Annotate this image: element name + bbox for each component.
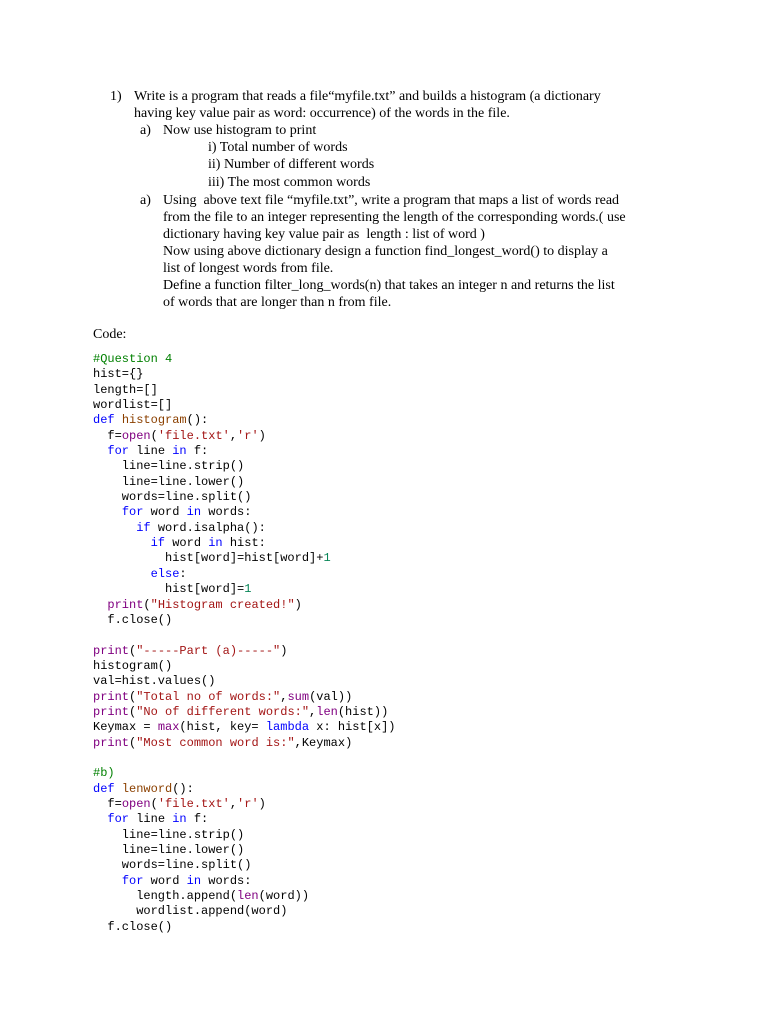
code-token-default: words=line.split()	[93, 858, 252, 873]
code-line	[93, 828, 395, 843]
code-token-builtin: print	[93, 704, 130, 719]
code-token-default: (hist, key=	[179, 720, 266, 735]
part-a-item: iii) The most common words	[208, 175, 371, 190]
code-token-default: (	[150, 796, 158, 811]
code-line	[93, 598, 395, 613]
code-token-default: f.close()	[93, 612, 173, 627]
code-token-default	[93, 505, 122, 519]
code-token-default: )	[280, 643, 288, 658]
code-token-builtin: print	[93, 735, 130, 750]
code-token-default: ():	[172, 781, 194, 796]
code-token-builtin: print	[93, 643, 130, 658]
code-token-default: )	[258, 796, 266, 811]
code-token-default: wordlist=[]	[93, 398, 173, 413]
code-token-default: f=	[93, 428, 122, 443]
part-b-line: Now using above dictionary design a function find_longest_word() to display a	[163, 244, 608, 259]
code-token-default: (	[129, 704, 137, 719]
code-token-comment: #b)	[93, 766, 115, 781]
code-token-default: hist[word]=hist[word]+	[93, 551, 324, 566]
code-label: Code:	[93, 327, 127, 342]
code-token-string: "-----Part (a)-----"	[136, 643, 281, 658]
code-token-default: (word))	[258, 889, 310, 904]
part-b-line: Define a function filter_long_words(n) that takes an integer n and returns the list	[163, 278, 615, 293]
code-token-builtin: print	[107, 597, 144, 612]
code-token-builtin: open	[121, 796, 151, 811]
code-line	[93, 858, 395, 873]
code-token-default: ():	[186, 413, 209, 428]
code-line	[93, 628, 395, 643]
code-line	[93, 874, 395, 889]
code-token-default: f:	[186, 812, 209, 827]
code-token-string: "No of different words:"	[136, 704, 310, 719]
code-token-default: ,	[229, 796, 238, 811]
code-token-keyword: in	[186, 873, 202, 888]
code-token-string: 'file.txt'	[157, 796, 230, 811]
code-token-default: word	[143, 505, 187, 520]
code-token-default: (	[143, 597, 151, 612]
code-token-default	[93, 536, 151, 550]
part-b-line: of words that are longer than n from file.	[163, 295, 392, 310]
code-token-default: length.append(	[93, 889, 238, 904]
code-token-default: words=line.split()	[93, 490, 252, 505]
code-token-default: line	[129, 444, 173, 459]
code-line	[93, 843, 395, 858]
code-token-keyword: lambda	[265, 720, 310, 735]
part-b-line: Using above text file “myfile.txt”, write a program that maps a list of words read	[163, 193, 620, 208]
code-token-default: f.close()	[93, 919, 173, 934]
code-token-default: ,Keymax)	[294, 735, 353, 750]
code-token-keyword: in	[208, 536, 223, 551]
part-a-text: Now use histogram to print	[163, 123, 317, 138]
code-line	[93, 705, 395, 720]
code-token-default	[93, 812, 107, 826]
code-line	[93, 613, 395, 628]
code-token-default: (val))	[309, 689, 353, 704]
code-line	[93, 736, 395, 751]
code-line	[93, 889, 395, 904]
code-token-default: line	[129, 812, 173, 827]
code-line	[93, 413, 395, 428]
code-line	[93, 536, 395, 551]
part-b-line: from the file to an integer representing the length of the corresponding words.( use	[163, 210, 626, 225]
code-token-default: ,	[309, 704, 317, 719]
part-a-label: a)	[140, 123, 151, 138]
code-token-default	[93, 444, 107, 458]
code-token-default: (	[150, 428, 158, 443]
code-line	[93, 812, 395, 827]
code-token-default: (hist))	[337, 704, 389, 719]
code-token-default	[93, 598, 107, 612]
part-a-item: i) Total number of words	[208, 140, 348, 155]
code-token-default: histogram()	[93, 658, 173, 673]
part-b-line: list of longest words from file.	[163, 261, 334, 276]
code-token-default	[93, 521, 136, 535]
part-b-line: dictionary having key value pair as length : list of word )	[163, 227, 485, 242]
code-token-default: f=	[93, 796, 122, 811]
code-token-keyword: for	[121, 873, 144, 888]
code-line	[93, 367, 395, 382]
code-token-default: hist[word]=	[93, 582, 245, 597]
code-token-default	[93, 567, 151, 581]
code-line	[93, 782, 395, 797]
code-token-keyword: for	[107, 444, 130, 459]
code-token-default: (	[129, 689, 137, 704]
code-token-builtin: sum	[287, 689, 310, 704]
code-line	[93, 505, 395, 520]
code-line	[93, 797, 395, 812]
code-token-default: line=line.lower()	[93, 843, 245, 857]
code-token-default: :	[179, 566, 187, 581]
question-intro-line: having key value pair as word: occurrence) of the words in the file.	[134, 106, 510, 121]
code-token-default: word	[165, 536, 209, 551]
code-token-number: 1	[323, 551, 331, 566]
code-token-builtin: max	[157, 720, 180, 735]
code-token-string: 'r'	[237, 428, 259, 443]
code-token-default: line=line.strip()	[93, 459, 245, 474]
code-token-default: line=line.strip()	[93, 827, 245, 842]
code-token-default: f:	[186, 444, 209, 459]
code-line	[93, 398, 395, 413]
code-token-keyword: def	[93, 781, 122, 796]
code-token-number: 1	[244, 582, 252, 597]
code-token-default: line=line.lower()	[93, 474, 245, 489]
code-line	[93, 551, 395, 566]
question-number: 1)	[110, 89, 122, 104]
code-token-comment: #Question 4	[93, 352, 173, 366]
code-token-default: hist={}	[93, 367, 144, 382]
code-token-default: (	[129, 643, 137, 658]
part-b-label: a)	[140, 193, 151, 208]
code-token-keyword: if	[150, 536, 166, 551]
code-token-keyword: for	[107, 812, 130, 827]
code-token-keyword: def	[93, 413, 122, 428]
code-line	[93, 644, 395, 659]
code-line	[93, 904, 395, 919]
code-token-default: word.isalpha():	[150, 520, 266, 535]
code-token-builtin: len	[316, 704, 338, 719]
code-token-default: wordlist.append(word)	[93, 904, 288, 919]
code-token-default: val=hist.values()	[93, 674, 216, 689]
code-token-string: 'r'	[237, 796, 259, 811]
code-line	[93, 521, 395, 536]
code-token-default: ,	[229, 428, 238, 443]
code-token-default: (	[129, 735, 137, 750]
code-token-string: "Most common word is:"	[136, 735, 295, 750]
code-token-builtin: print	[93, 689, 130, 704]
part-a-item: ii) Number of different words	[208, 157, 375, 172]
code-token-keyword: else	[150, 566, 180, 581]
code-line	[93, 490, 395, 505]
code-line	[93, 582, 395, 597]
code-line	[93, 751, 395, 766]
code-line	[93, 383, 395, 398]
code-token-string: "Total no of words:"	[136, 689, 281, 704]
code-token-default: word	[143, 873, 187, 888]
code-token-keyword: for	[121, 505, 144, 520]
code-line	[93, 352, 395, 367]
code-line	[93, 429, 395, 444]
code-line	[93, 567, 395, 582]
code-line	[93, 459, 395, 474]
code-token-builtin: open	[121, 428, 151, 443]
code-token-default: hist:	[222, 536, 266, 551]
code-token-default: length=[]	[93, 382, 158, 397]
code-token-keyword: in	[172, 444, 187, 459]
code-token-default: x: hist[x])	[309, 720, 396, 735]
code-token-string: "Histogram created!"	[150, 597, 295, 612]
code-line	[93, 690, 395, 705]
code-token-default: Keymax =	[93, 720, 158, 735]
code-line	[93, 444, 395, 459]
code-line	[93, 920, 395, 935]
code-token-default: words:	[201, 873, 252, 888]
code-token-builtin: len	[237, 889, 259, 904]
code-line	[93, 659, 395, 674]
code-line	[93, 720, 395, 735]
code-line	[93, 475, 395, 490]
code-token-default	[93, 874, 122, 888]
code-token-def: lenword	[121, 781, 173, 796]
code-token-keyword: if	[136, 520, 151, 535]
code-token-def: histogram	[121, 413, 187, 428]
code-token-string: 'file.txt'	[157, 428, 230, 443]
code-token-default: words:	[201, 505, 252, 520]
code-token-keyword: in	[172, 812, 187, 827]
code-token-keyword: in	[186, 505, 202, 520]
code-token-default: )	[258, 428, 266, 443]
code-token-default: )	[294, 597, 302, 612]
code-line	[93, 766, 395, 781]
question-intro-line: Write is a program that reads a file“myfile.txt” and builds a histogram (a dictionary	[134, 89, 601, 104]
code-token-default: ,	[280, 689, 288, 704]
code-block	[93, 352, 395, 935]
code-line	[93, 674, 395, 689]
